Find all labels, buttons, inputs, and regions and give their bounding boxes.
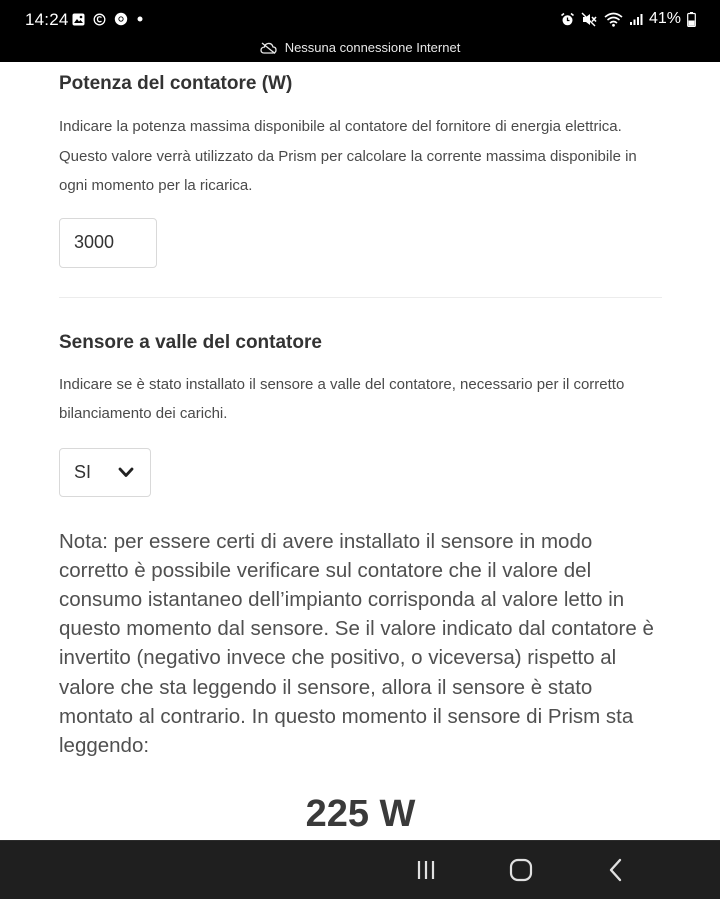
downstream-sensor-selected-value: SI bbox=[74, 461, 92, 482]
downstream-sensor-select[interactable] bbox=[59, 448, 151, 497]
mute-icon bbox=[581, 12, 598, 27]
battery-percentage: 41% bbox=[648, 10, 681, 27]
battery-icon bbox=[687, 12, 696, 27]
notification-icons bbox=[72, 12, 144, 26]
meter-power-title: Potenza del contatore (W) bbox=[59, 73, 293, 94]
chevron-down-icon bbox=[118, 467, 134, 478]
home-icon bbox=[509, 858, 533, 882]
downstream-sensor-title: Sensore a valle del contatore bbox=[59, 331, 322, 353]
connection-notice-text: Nessuna connessione Internet bbox=[284, 40, 461, 55]
settings-content bbox=[59, 62, 662, 836]
more-dot-icon bbox=[136, 15, 144, 23]
connection-notice bbox=[0, 40, 720, 55]
meter-power-description: Indicare la potenza massima disponibile al contatore del fornitore di energia elettrica. Questo valore verrà utilizzato da Prism per calcolare la corrente massima disponibile in ogni momento per la ricarica. bbox=[59, 118, 637, 194]
status-time: 14:24 bbox=[25, 10, 69, 29]
signal-icon bbox=[629, 12, 643, 26]
recent-apps-button[interactable] bbox=[409, 855, 443, 885]
gallery-icon bbox=[72, 13, 85, 26]
wifi-icon bbox=[604, 12, 623, 27]
downstream-sensor-section bbox=[59, 332, 662, 497]
section-divider bbox=[59, 297, 662, 298]
home-button[interactable] bbox=[504, 855, 538, 885]
chrome-icon bbox=[114, 12, 128, 26]
cloud-off-icon bbox=[260, 42, 277, 54]
meter-power-input[interactable]: 3000 bbox=[59, 218, 157, 268]
status-bar bbox=[0, 0, 720, 62]
app-notification-icon bbox=[93, 13, 106, 26]
sensor-reading-value: 225 W bbox=[305, 793, 416, 836]
recent-apps-icon bbox=[415, 859, 437, 881]
sensor-orientation-note: Nota: per essere certi di avere installato il sensore in modo corretto è possibile verificare sul contatore che il valore del consumo istantaneo dell’impianto corrisponda al valore letto in questo momento dal sensore. Se il valore indicato dal contatore è invertito (negativo invece che positivo, o viceversa) rispetto al valore che sta leggendo il sensore, allora il sensore è stato montato al contrario. In questo momento il sensore di Prism sta leggendo: bbox=[59, 529, 654, 757]
system-navigation-bar bbox=[0, 840, 720, 899]
downstream-sensor-description: Indicare se è stato installato il sensore a valle del contatore, necessario per il corretto bilanciamento dei carichi. bbox=[59, 375, 625, 422]
system-status-icons bbox=[560, 10, 696, 28]
back-button[interactable] bbox=[599, 855, 633, 885]
meter-power-section bbox=[59, 73, 662, 268]
back-icon bbox=[608, 858, 624, 882]
alarm-icon bbox=[560, 12, 575, 27]
